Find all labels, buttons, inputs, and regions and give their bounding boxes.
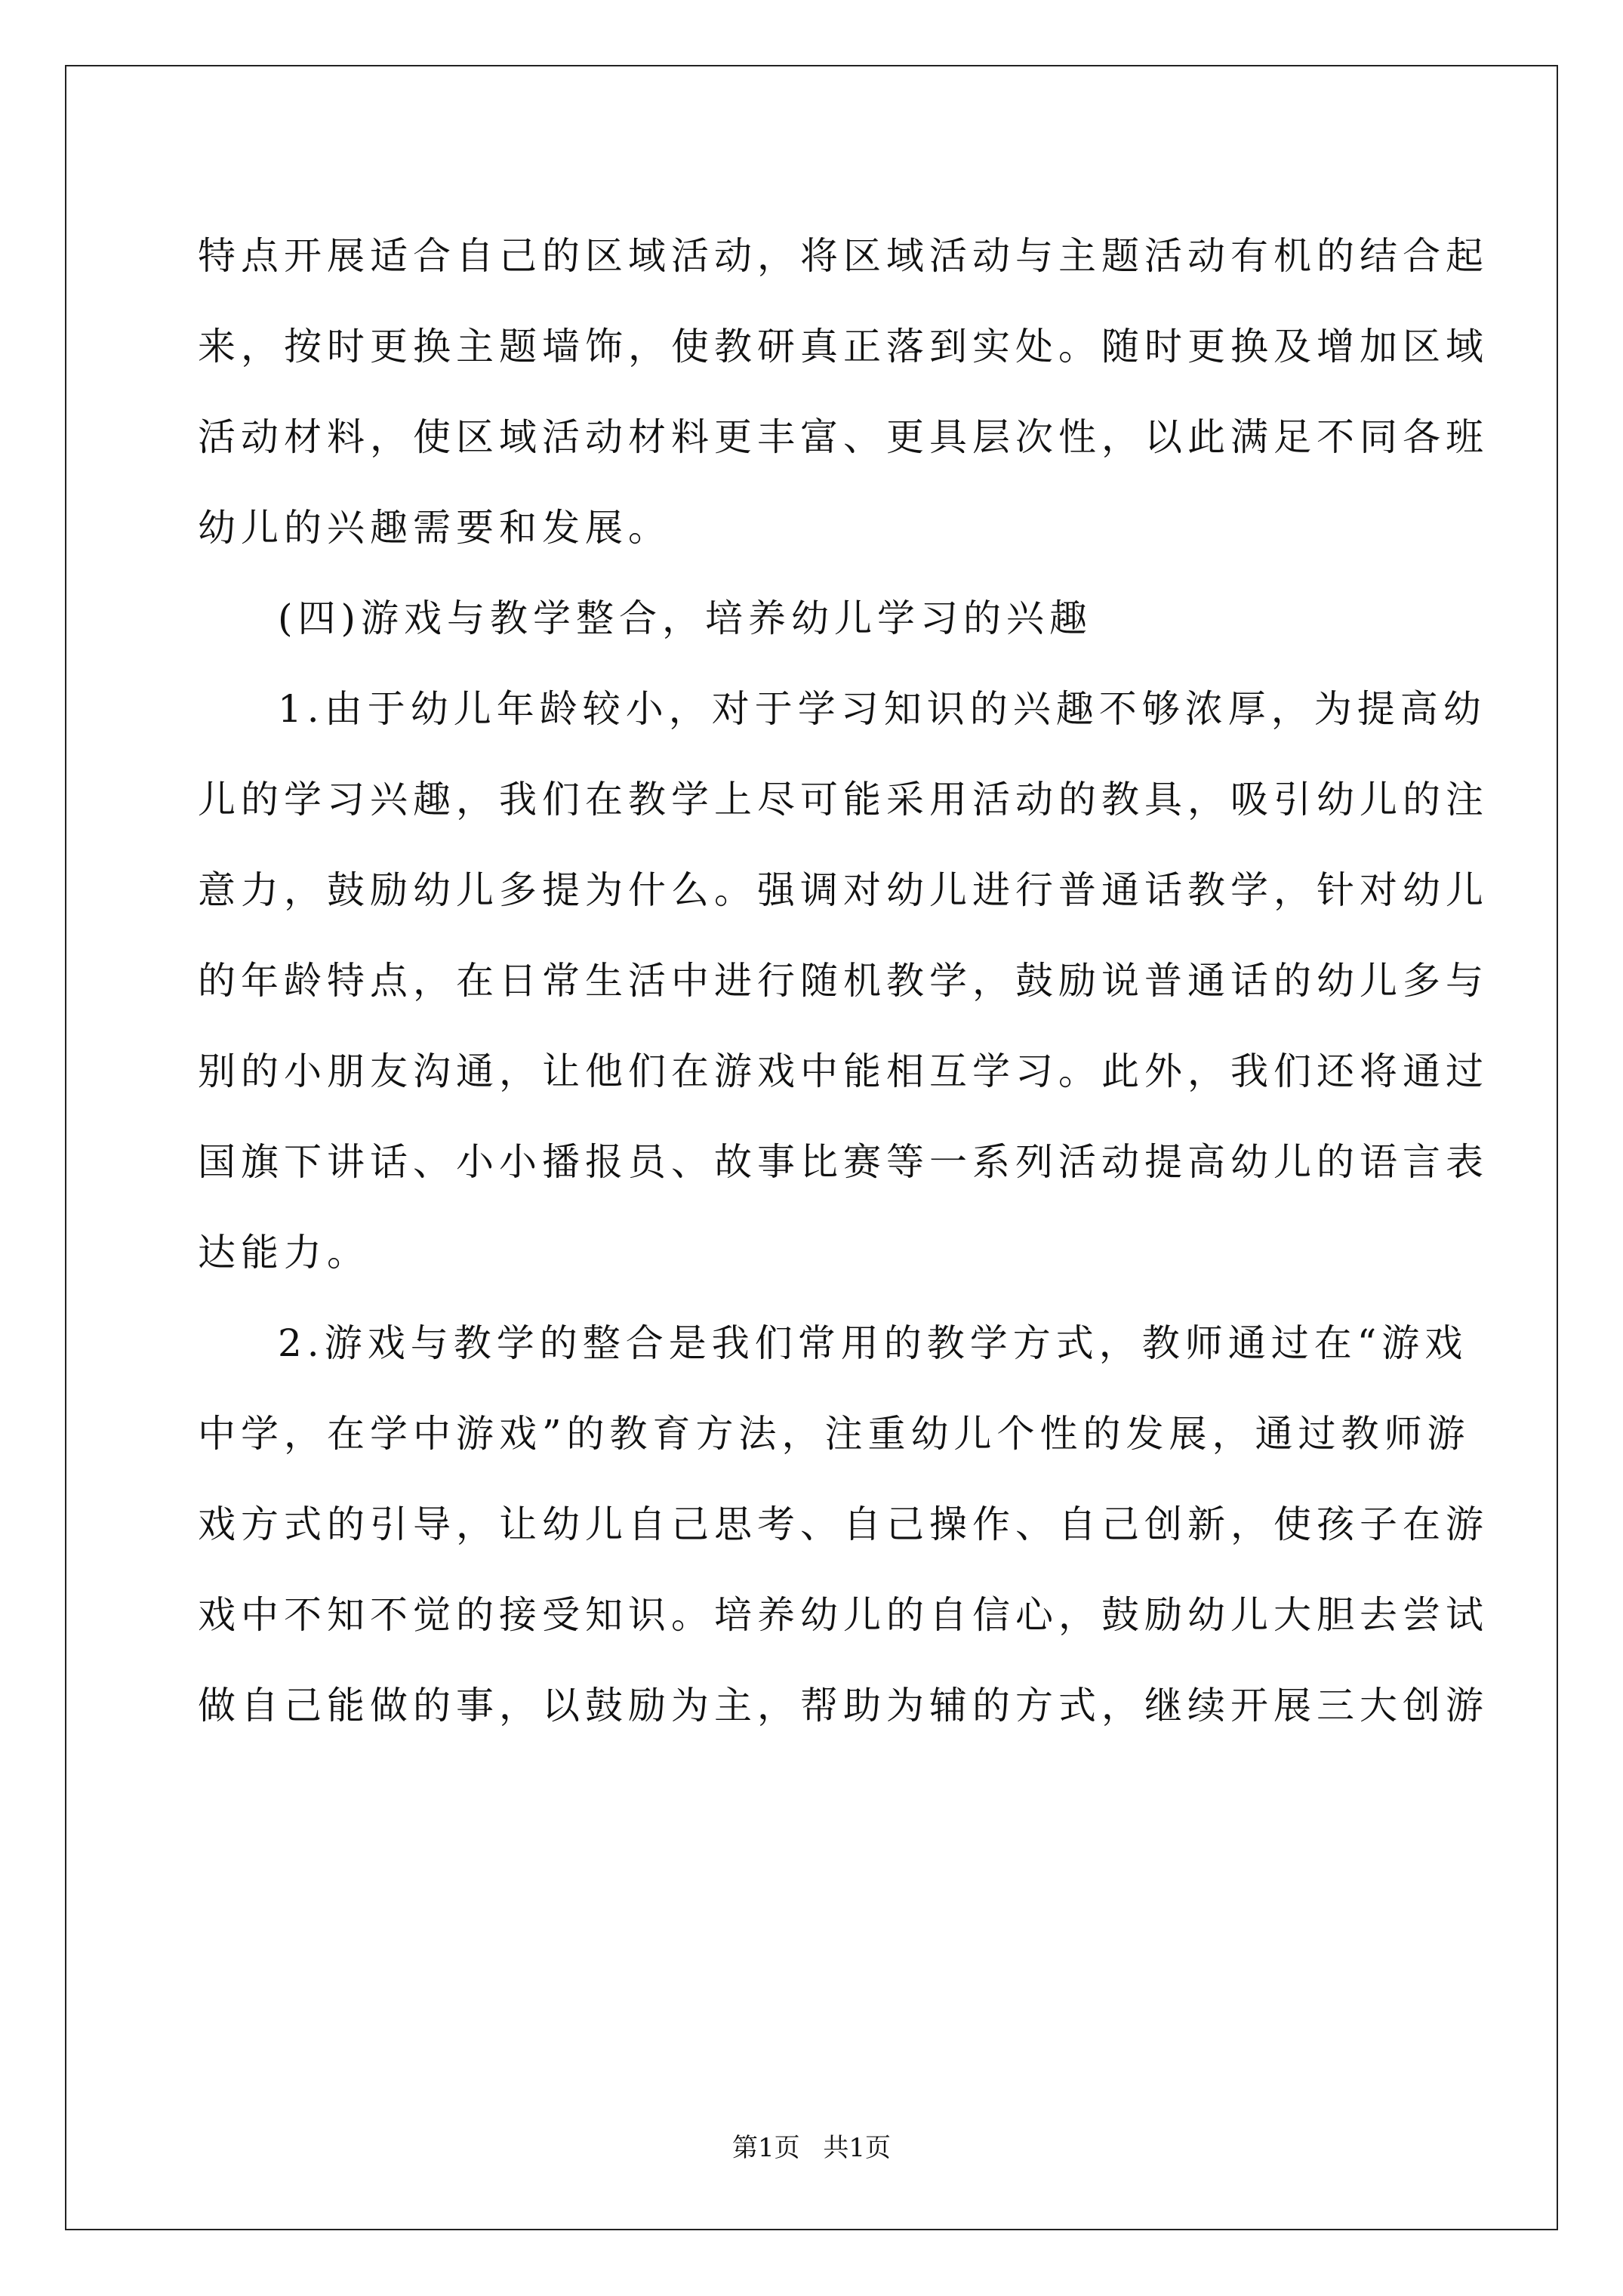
body-line: 活动材料，使区域活动材料更丰富、更具层次性，以此满足不同各班 (198, 415, 1489, 459)
body-line: 做自己能做的事，以鼓励为主，帮助为辅的方式，继续开展三大创游 (198, 1684, 1489, 1727)
body-line: 2.游戏与教学的整合是我们常用的教学方式，教师通过在“游戏 (278, 1321, 1468, 1365)
body-line: 特点开展适合自己的区域活动，将区域活动与主题活动有机的结合起 (198, 234, 1489, 278)
body-line: 戏中不知不觉的接受知识。培养幼儿的自信心，鼓励幼儿大胆去尝试 (198, 1593, 1489, 1637)
body-line: 幼儿的兴趣需要和发展。 (198, 506, 671, 550)
body-line: 国旗下讲话、小小播报员、故事比赛等一系列活动提高幼儿的语言表 (198, 1140, 1489, 1184)
body-line: 中学，在学中游戏”的教育方法，注重幼儿个性的发展，通过教师游 (198, 1412, 1471, 1456)
body-line: 意力，鼓励幼儿多提为什么。强调对幼儿进行普通话教学，针对幼儿 (198, 868, 1489, 912)
body-line: 1.由于幼儿年龄较小，对于学习知识的兴趣不够浓厚，为提高幼 (278, 687, 1486, 731)
page-number: 第1页 (731, 2133, 800, 2163)
page-footer (0, 2129, 1623, 2167)
body-line: 达能力。 (198, 1231, 370, 1274)
page-total: 共1页 (823, 2133, 892, 2163)
body-line: 戏方式的引导，让幼儿自己思考、自己操作、自己创新，使孩子在游 (198, 1502, 1489, 1546)
body-line: 来，按时更换主题墙饰，使教研真正落到实处。随时更换及增加区域 (198, 325, 1489, 368)
body-line: 的年龄特点，在日常生活中进行随机教学，鼓励说普通话的幼儿多与 (198, 959, 1489, 1003)
body-line: 别的小朋友沟通，让他们在游戏中能相互学习。此外，我们还将通过 (198, 1049, 1489, 1093)
body-line: 儿的学习兴趣，我们在教学上尽可能采用活动的教具，吸引幼儿的注 (198, 778, 1489, 821)
section-heading: (四)游戏与教学整合，培养幼儿学习的兴趣 (278, 596, 1093, 640)
